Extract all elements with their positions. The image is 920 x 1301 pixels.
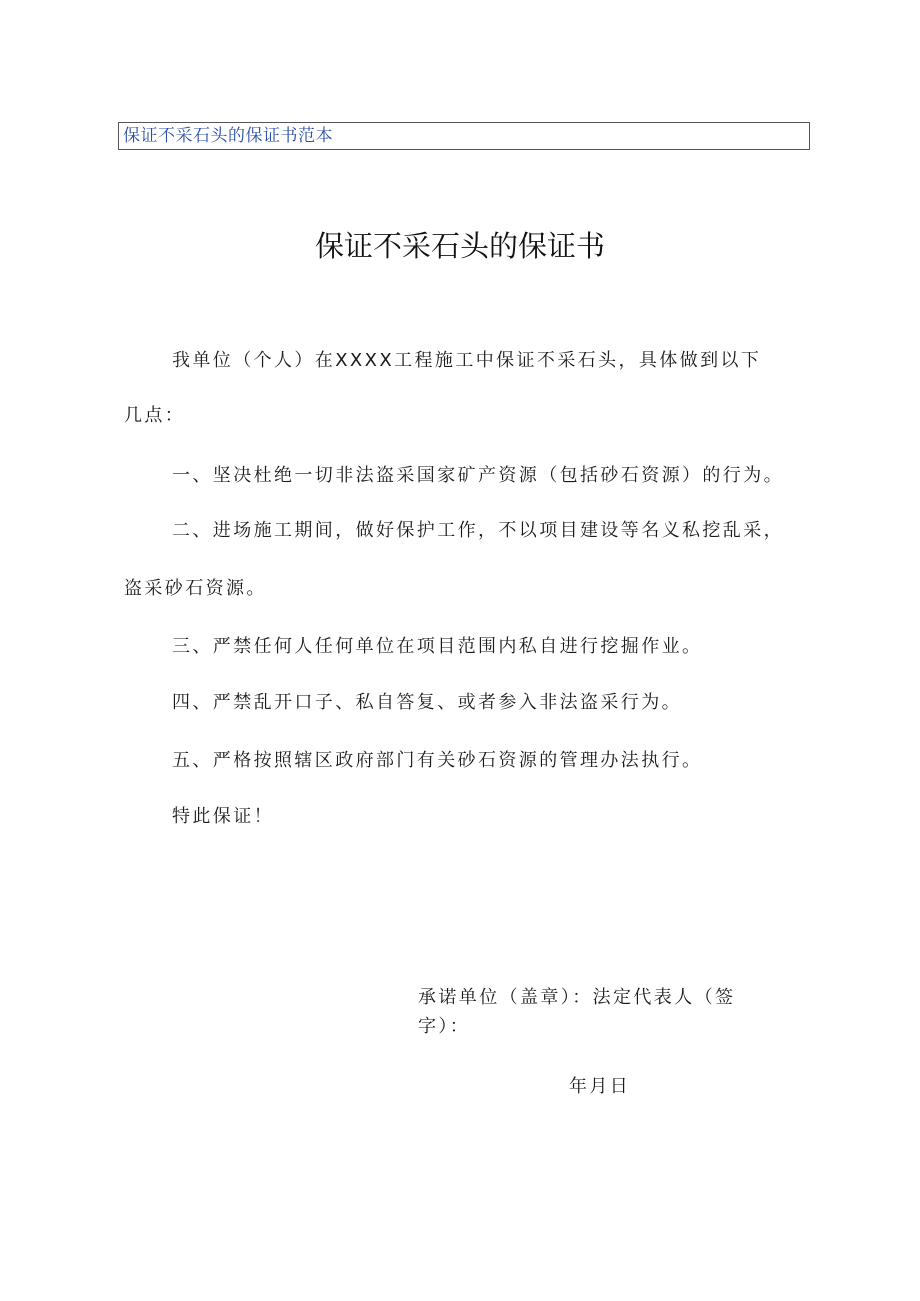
document-title: 保证不采石头的保证书: [314, 229, 605, 263]
item-1: 一、坚决杜绝一切非法盗采国家矿产资源（包括砂石资源）的行为。: [172, 465, 784, 486]
signature-line-1: 承诺单位（盖章）：法定代表人（签: [418, 987, 736, 1008]
date-line: 年月日: [569, 1076, 631, 1097]
intro-line-2: 几点：: [124, 405, 186, 426]
signature-line-2: 字）：: [418, 1016, 471, 1037]
document-header-label: 保证不采石头的保证书范本: [123, 126, 333, 146]
item-2-line-2: 盗采砂石资源。: [124, 578, 267, 599]
document-header-box: [118, 122, 810, 150]
item-3: 三、严禁任何人任何单位在项目范围内私自进行挖掘作业。: [172, 636, 703, 657]
intro-line-1: 我单位（个人）在XXXX工程施工中保证不采石头，具体做到以下: [172, 350, 762, 371]
item-2-line-1: 二、进场施工期间，做好保护工作，不以项目建设等名义私挖乱采，: [172, 520, 784, 541]
item-5: 五、严格按照辖区政府部门有关砂石资源的管理办法执行。: [172, 750, 703, 771]
closing-statement: 特此保证！: [172, 806, 274, 827]
item-4: 四、严禁乱开口子、私自答复、或者参入非法盗采行为。: [172, 692, 682, 713]
